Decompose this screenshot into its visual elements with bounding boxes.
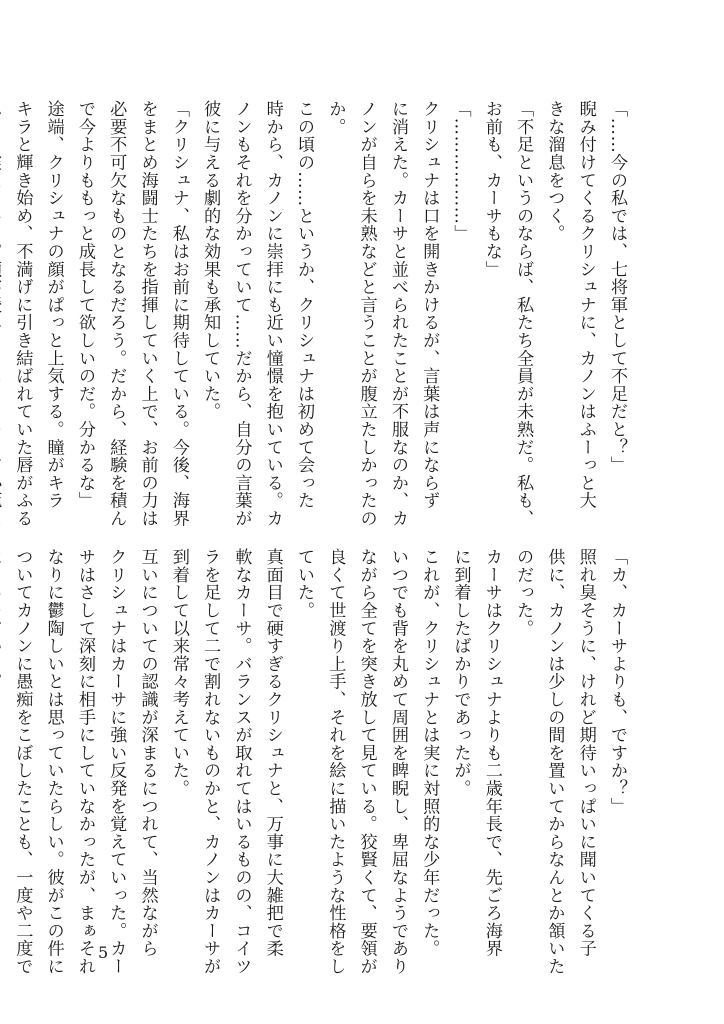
text-line: のだった。	[513, 548, 534, 637]
text-line: ついてカノンに愚痴をこぼしたことも、一度や二度で	[12, 548, 33, 976]
text-line: 真面目で硬すぎるクリシュナと、万事に大雑把で柔	[262, 548, 283, 958]
text-line: ノンが自らを未熟などと言うことが腹立たしかったの	[356, 100, 377, 528]
text-line: 途端、クリシュナの顔がぱっと上気する。瞳がキラ	[43, 100, 64, 510]
text-line: に到着したばかりであったが。	[450, 548, 471, 798]
text-line: クリシュナはカーサに強い反発を覚えていった。カー	[106, 548, 127, 976]
text-line: いつでも背を丸めて周囲を睥睨し、卑屈なようであり	[387, 548, 408, 976]
text-line: サはさして深刻に相手にしていなかったが、まぁそれ	[74, 548, 95, 976]
text-line: 供に、カノンは少しの間を置いてからなんとか頷いた	[544, 548, 565, 976]
text-line: に消えた。カーサと並べられたことが不服なのか、カ	[387, 100, 408, 528]
text-line: きな溜息をつく。	[544, 100, 565, 243]
text-line: お前も、カーサもな」	[481, 100, 502, 278]
text-line: ラを足して二で割れないものかと、カノンはカーサが	[200, 548, 221, 976]
upper-text-block	[12, 100, 632, 528]
text-line: なりに鬱陶しいとは思っていたらしい。彼がこの件に	[43, 548, 64, 976]
text-line: 「………………」	[450, 100, 471, 243]
page-number: 5	[98, 943, 109, 962]
text-line: 時から、カノンに崇拝にも近い憧憬を抱いている。カ	[262, 100, 283, 528]
text-line: 「カ、カーサよりも、ですか？」	[607, 548, 627, 815]
text-line: 「……今の私では、七将軍として不足だと？」	[607, 100, 627, 474]
text-line: クリシュナは口を開きかけるが、言葉は声にならず	[419, 100, 440, 510]
text-line: ていた。	[294, 548, 315, 620]
text-line: 到着して以来常々考えていた。	[168, 548, 189, 798]
text-line: 彼に与える劇的な効果も承知していた。	[200, 100, 221, 421]
text-line: 軟なカーサ。バランスが取れてはいるものの、コイツ	[231, 548, 252, 976]
text-line	[0, 100, 6, 480]
text-line: ながら全てを突き放して見ている。狡賢くて、要領が	[356, 548, 377, 976]
text-line: 良くて世渡り上手、それを絵に描いたような性格をし	[325, 548, 346, 976]
text-line: ノンもそれを分かっていて……だから、自分の言葉が	[231, 100, 252, 528]
text-line: か。	[325, 100, 346, 136]
lower-text-block	[12, 548, 632, 976]
text-line: カーサはクリシュナよりも二歳年長で、先ごろ海界	[481, 548, 502, 958]
text-line: 「不足というのならば、私たち全員が未熟だ。私も、	[513, 100, 534, 528]
text-line: キラと輝き始め、不満げに引き結ばれていた唇がふる	[12, 100, 33, 528]
text-line: 照れ臭そうに、けれど期待いっぱいに聞いてくる子	[575, 548, 596, 958]
text-line: をまとめ海闘士たちを指揮していく上で、お前の力は	[137, 100, 158, 528]
text-line: 「クリシュナ、私はお前に期待している。今後、海界	[168, 100, 189, 528]
text-line: 必要不可欠なものとなるだろう。だから、経験を積ん	[106, 100, 127, 528]
text-line: 睨み付けてくるクリシュナに、カノンはふーっと大	[575, 100, 596, 510]
text-line: これが、クリシュナとは実に対照的な少年だった。	[419, 548, 440, 958]
text-line: この頃の……というか、クリシュナは初めて会った	[294, 100, 315, 510]
text-line: で今よりももっと成長して欲しいのだ。分かるな」	[74, 100, 95, 510]
text-line: 互いについての認識が深まるにつれて、当然ながら	[137, 548, 158, 958]
